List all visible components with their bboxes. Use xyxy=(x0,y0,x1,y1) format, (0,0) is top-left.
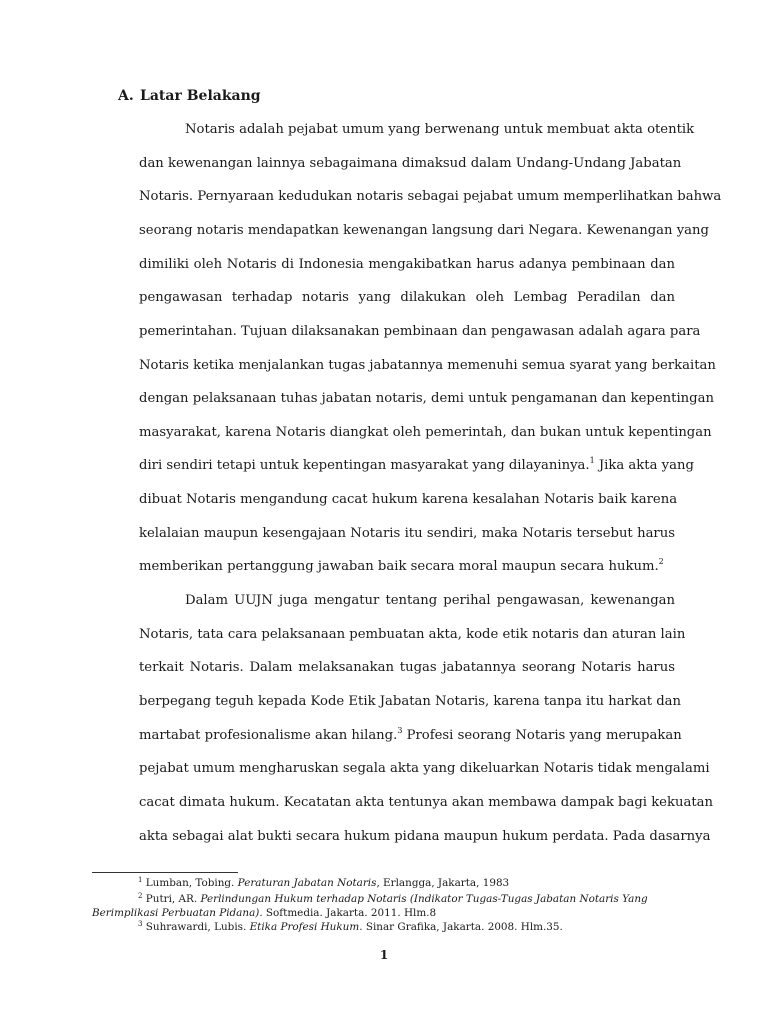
paragraph-line: kelalaian maupun kesengajaan Notaris itu sendiri, maka Notaris tersebut harus xyxy=(139,526,675,541)
footnote-text: Lumban, Tobing. xyxy=(142,877,238,889)
paragraph-line xyxy=(139,456,694,475)
section-title: Latar Belakang xyxy=(140,88,261,104)
line-text: memberikan pertanggung jawaban baik secara moral maupun secara hukum. xyxy=(139,559,659,574)
paragraph-line xyxy=(139,558,675,576)
paragraph-line: seorang notaris mendapatkan kewenangan langsung dari Negara. Kewenangan yang xyxy=(139,223,709,238)
paragraph-line: Notaris, tata cara pelaksanaan pembuatan akta, kode etik notaris dan aturan lain xyxy=(139,627,686,642)
footnote-text: . Sinar Grafika, Jakarta. 2008. Hlm.35. xyxy=(359,921,563,933)
footnote-mark: 2 xyxy=(138,892,143,900)
paragraph-line: Dalam UUJN juga mengatur tentang perihal pengawasan, kewenangan xyxy=(185,593,675,608)
paragraph-line: pengawasan terhadap notaris yang dilakukan oleh Lembag Peradilan dan xyxy=(139,290,675,305)
paragraph-line: Notaris. Pernyaraan kedudukan notaris sebagai pejabat umum memperlihatkan bahwa xyxy=(139,189,722,204)
footnote-divider xyxy=(92,872,238,873)
footnote-mark: 3 xyxy=(138,920,143,928)
paragraph-line: dengan pelaksanaan tuhas jabatan notaris, demi untuk pengamanan dan kepentingan xyxy=(139,391,714,406)
line-text: martabat profesionalisme akan hilang. xyxy=(139,728,398,743)
footnote-title: Berimplikasi Perbuatan Pidana). xyxy=(92,907,263,919)
paragraph-line: pemerintahan. Tujuan dilaksanakan pembinaan dan pengawasan adalah agara para xyxy=(139,324,701,339)
paragraph-line: dan kewenangan lainnya sebagaimana dimaksud dalam Undang-Undang Jabatan xyxy=(139,156,682,171)
paragraph-line: Notaris adalah pejabat umum yang berwenang untuk membuat akta otentik xyxy=(185,122,695,137)
footnote-title: Etika Profesi Hukum xyxy=(249,921,360,933)
paragraph-line xyxy=(139,726,682,745)
line-text: diri sendiri tetapi untuk kepentingan masyarakat yang dilayaninya. xyxy=(139,458,590,473)
footnote-title: Perlindungan Hukum terhadap Notaris (Indikator Tugas-Tugas Jabatan Notaris Yang xyxy=(200,893,648,905)
line-text: Profesi seorang Notaris yang merupakan xyxy=(402,728,682,743)
footnote-ref-3[interactable]: 3 xyxy=(397,726,403,735)
footnote-text: Softmedia. Jakarta. 2011. Hlm.8 xyxy=(262,907,437,919)
page-number: 1 xyxy=(379,948,389,962)
footnote-2-continued xyxy=(92,907,436,920)
footnote-text: Suhrawardi, Lubis. xyxy=(142,921,250,933)
paragraph-line: masyarakat, karena Notaris diangkat oleh pemerintah, dan bukan untuk kepentingan xyxy=(139,425,712,440)
footnote-mark: 1 xyxy=(138,876,143,884)
paragraph-line: cacat dimata hukum. Kecatatan akta tentunya akan membawa dampak bagi kekuatan xyxy=(139,795,713,810)
section-heading xyxy=(118,88,261,104)
footnote-ref-2[interactable]: 2 xyxy=(658,557,664,566)
footnote-1 xyxy=(138,877,509,890)
paragraph-line: dibuat Notaris mengandung cacat hukum karena kesalahan Notaris baik karena xyxy=(139,492,678,507)
footnote-text: , Erlangga, Jakarta, 1983 xyxy=(376,877,510,889)
footnote-title: Peraturan Jabatan Notaris xyxy=(237,877,377,889)
paragraph-line: pejabat umum mengharuskan segala akta yang dikeluarkan Notaris tidak mengalami xyxy=(139,761,710,776)
line-text: Jika akta yang xyxy=(594,458,694,473)
paragraph-line: dimiliki oleh Notaris di Indonesia mengakibatkan harus adanya pembinaan dan xyxy=(139,257,675,272)
paragraph-line: terkait Notaris. Dalam melaksanakan tugas jabatannya seorang Notaris harus xyxy=(139,660,675,675)
footnote-ref-1[interactable]: 1 xyxy=(589,456,595,465)
footnote-2 xyxy=(138,893,648,906)
paragraph-line: akta sebagai alat bukti secara hukum pidana maupun hukum perdata. Pada dasarnya xyxy=(139,829,711,844)
paragraph-line: berpegang teguh kepada Kode Etik Jabatan Notaris, karena tanpa itu harkat dan xyxy=(139,694,682,709)
section-number: A. xyxy=(118,88,134,104)
footnote-text: Putri, AR. xyxy=(142,893,201,905)
footnote-3 xyxy=(138,921,563,934)
paragraph-line: Notaris ketika menjalankan tugas jabatannya memenuhi semua syarat yang berkaitan xyxy=(139,358,716,373)
